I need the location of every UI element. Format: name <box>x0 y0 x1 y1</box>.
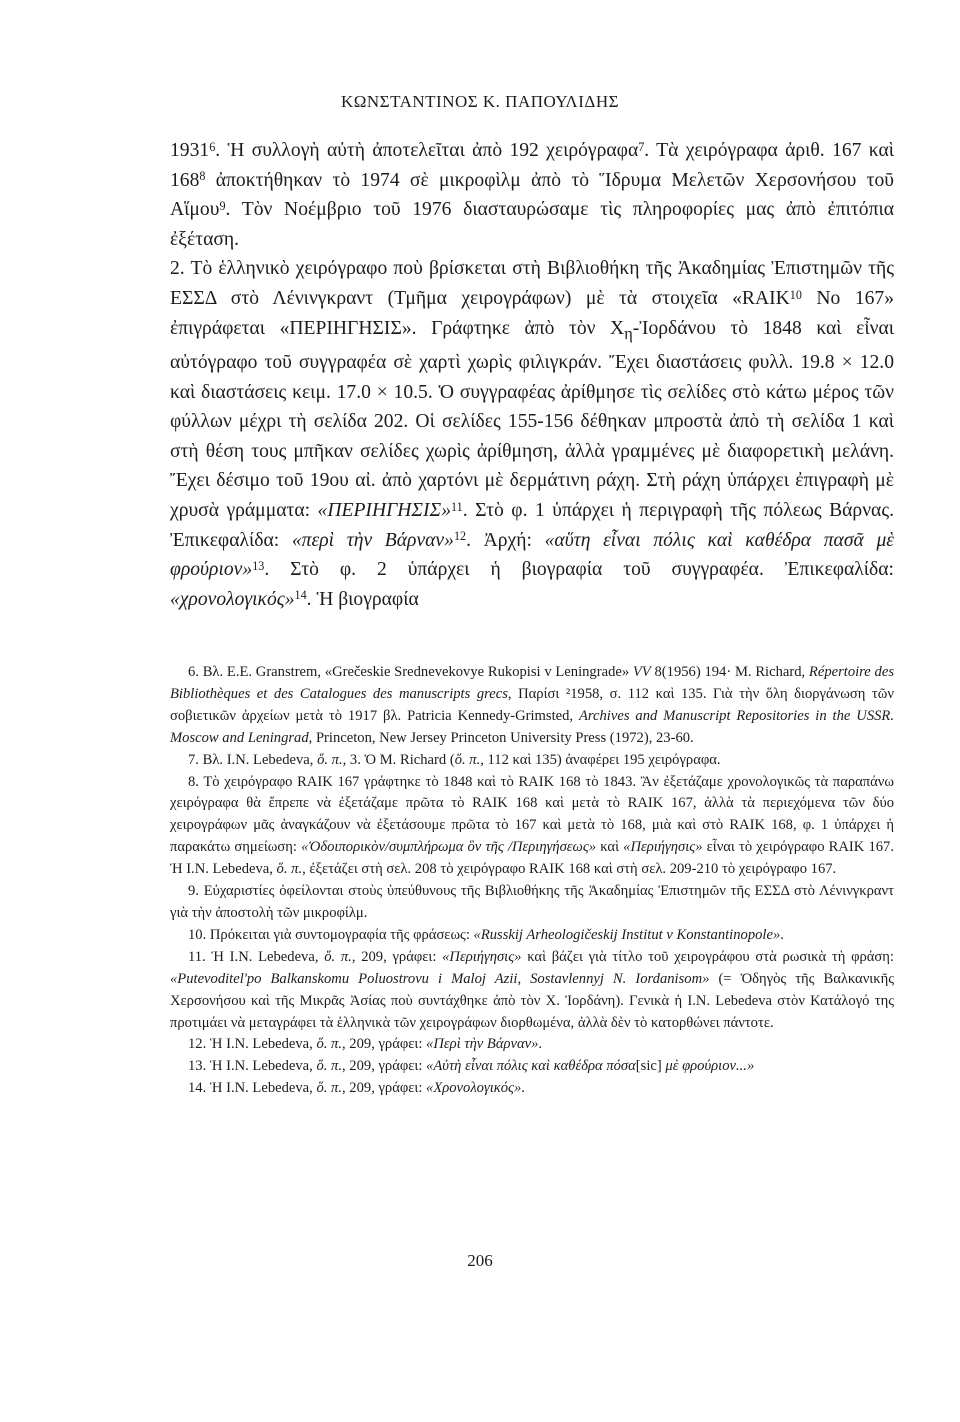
italic-text: «Russkij Arheologičeskij Institut v Konstantinopole» <box>473 926 781 943</box>
text-run: καὶ βάζει γιὰ τίτλο τοῦ χειρογράφου στὰ ρωσικὰ τὴ φράση: <box>521 948 894 965</box>
footnotes <box>170 662 894 1100</box>
footnote-13 <box>170 1056 894 1078</box>
text-run: ἀποκτήθηκαν τὸ 1974 σὲ μικροφὶλμ ἀπὸ τὸ Ἵδρυμα Μελετῶν Χερσονήσου τοῦ Αἵμου <box>170 169 894 221</box>
footnote-11 <box>170 947 894 1035</box>
footnote-ref: 14 <box>294 588 307 603</box>
footnote-ref: 9 <box>219 198 226 213</box>
footnote-10 <box>170 925 894 947</box>
footnote-ref: 8 <box>199 169 206 184</box>
text-run: . <box>521 1080 525 1097</box>
text-run: 10. Πρόκειται γιὰ συντομογραφία τῆς φράσεως: <box>188 926 474 943</box>
italic-text: ὅ. π. <box>454 751 481 768</box>
italic-text: μὲ φρούριον...» <box>661 1058 755 1075</box>
text-run: 9. Εὐχαριστίες ὀφείλονται στοὺς ὑπεύθυνους τῆς Βιβλιοθήκης τῆς Ἀκαδημίας Ἐπιστημῶν τῆς ΕΣΣΔ στὸ Λένινγκραντ γιὰ τὴν ἀποστολὴ τῶν μικροφίλμ. <box>170 883 894 921</box>
text-run: 12. Ἡ I.N. Lebedeva, <box>188 1036 317 1053</box>
text-run: 6. Βλ. E.E. Granstrem, «Grečeskie Srednevekovye Rukopisi v Leningrade» <box>188 664 633 680</box>
text-run: No 167» ἐπιγράφεται «ΠΕΡΙΗΓΗΣΙΣ». Γράφτηκε ἀπὸ τὸν Χ <box>170 287 895 339</box>
italic-text: «Putevoditel'po Balkanskomu Poluostrovu i Maloj Azii, Sostavlennyj N. Iordanisom» <box>170 970 710 987</box>
text-run: 8. Τὸ χειρόγραφο RAIK 167 γράφτηκε τὸ 1848 καὶ τὸ RAIK 168 τὸ 1843. Ἂν ἐξετάζαμε χρονολογικῶς τὰ παραπάνω χειρόγραφα θὰ ἔπρεπε νὰ ἐξετάζαμε πρῶτα τὸ RAIK 168 καὶ μετὰ τὸ RAIK 167, ἀλλὰ τὰ περιεχόμενα τῶν δύο χειρογράφων μᾶς ἀναγκάζουν νὰ ἐξετάσουμε πρῶτα τὸ 167 καὶ μετὰ τὸ 168, μιὰ καὶ στὸ RAIK 168, φ. 1 ὑπάρχει ἡ παρακάτω σημείωση: <box>170 773 894 856</box>
text-run: 11. Ἡ I.N. Lebedeva, <box>188 948 325 965</box>
text-run: . Τὰ χειρόγραφα ἀριθ. 167 καὶ 168 <box>170 140 894 191</box>
text-run: , 209, γράφει: <box>342 1058 427 1075</box>
text-run: , ἐξετάζει στὴ σελ. 208 τὸ χειρόγραφο RAIK 168 καὶ στὴ σελ. 209-210 τὸ χειρόγραφο 167. <box>302 861 837 878</box>
footnote-7 <box>170 750 894 772</box>
italic-text: «Περιήγησις» <box>442 948 522 965</box>
italic-text: «αὕτη εἶναι πόλις καὶ καθέδρα πασᾶ μὲ φρούριον» <box>170 529 895 581</box>
text-run: [sic] <box>635 1058 662 1075</box>
footnote-ref: 10 <box>789 287 802 302</box>
italic-text: ὅ. π. <box>316 1036 342 1053</box>
italic-text: ὅ. π. <box>317 751 343 768</box>
italic-text: Répertoire des Bibliothèques et des Catalogues des manuscripts grecs <box>170 664 894 702</box>
paragraph-1 <box>170 136 894 254</box>
italic-text: «περὶ τὴν Βάρναν» <box>291 529 454 551</box>
text-run: 2. Τὸ ἑλληνικὸ χειρόγραφο ποὺ βρίσκεται στὴ Βιβλιοθήκη τῆς Ἀκαδημίας Ἐπιστημῶν τῆς ΕΣΣΔ στὸ Λένινγκραντ (Τμῆμα χειρογράφων) μὲ τὰ στοιχεῖα «RAIK <box>170 258 894 309</box>
running-header: ΚΩΝΣΤΑΝΤΙΝΟΣ Κ. ΠΑΠΟΥΛΙΔΗΣ <box>340 92 620 111</box>
text-run: . Ἡ βιογραφία <box>306 588 419 610</box>
text-run: 7. Βλ. I.N. Lebedeva, <box>188 751 318 768</box>
text-run: , 209, γράφει: <box>351 948 443 965</box>
italic-text: ὅ. π. <box>324 948 352 965</box>
main-text <box>170 136 894 614</box>
text-run: . <box>780 926 784 943</box>
footnote-ref: 13 <box>252 558 265 573</box>
italic-text: «Χρονολογικός» <box>426 1080 522 1097</box>
italic-text: ὅ. π. <box>316 1058 342 1075</box>
text-run: , 3. Ὁ M. Richard ( <box>342 751 455 768</box>
italic-text: «Αὐτὴ εἶναι πόλις καὶ καθέδρα πόσα <box>426 1058 636 1075</box>
italic-text: «Ὁδοιπορικὸν/συμπλήρωμα ὃν τῆς /Περιηγήσεως» <box>301 839 597 856</box>
footnote-9 <box>170 881 894 925</box>
text-run: 14. Ἡ I.N. Lebedeva, <box>188 1080 317 1097</box>
text-run: 1931 <box>170 140 210 161</box>
text-run: καὶ <box>596 839 624 856</box>
footnote-8 <box>170 772 894 882</box>
text-run: 8(1956) 194· M. Richard, <box>650 664 809 680</box>
text-run: , 209, γράφει: <box>342 1036 427 1053</box>
footnote-6 <box>170 662 894 750</box>
italic-text: ὅ. π. <box>276 861 303 878</box>
text-run: , Παρίσι ²1958, σ. 112 καὶ 135. Γιὰ τὴν ὅλη διοργάνωση τῶν σοβιετικῶν ἀρχείων μετὰ τὸ 1917 βλ. Patricia Kennedy-Grimsted, <box>170 685 894 724</box>
italic-text: «ΠΕΡΙΗΓΗΣΙΣ» <box>317 500 451 522</box>
text-run: . Στὸ φ. 2 ὑπάρχει ἡ βιογραφία τοῦ συγγραφέα. Ἐπικεφαλίδα: <box>264 559 894 581</box>
text-run: . <box>538 1036 543 1053</box>
italic-text: «Περιήγησις» <box>623 839 703 856</box>
text-run: εἶναι τὸ χειρόγραφο RAIK 167. Ἡ I.N. Lebedeva, <box>170 839 894 878</box>
footnote-ref: 11 <box>451 499 463 514</box>
paragraph-2 <box>170 254 894 614</box>
footnote-ref: 7 <box>638 139 645 154</box>
footnote-ref: 12 <box>453 529 467 544</box>
italic-text: Archives and Manuscript Repositories in the USSR. Moscow and Leningrad <box>170 707 894 746</box>
text-run: , 209, γράφει: <box>342 1080 427 1097</box>
text-run: 13. Ἡ I.N. Lebedeva, <box>188 1058 317 1075</box>
italic-text: «χρονολογικός» <box>170 588 295 610</box>
text-run: . Τὸν Νοέμβριο τοῦ 1976 διασταυρώσαμε τὶς πληροφορίες μας ἀπὸ ἐπιτόπια ἐξέταση. <box>170 199 894 250</box>
footnote-12 <box>170 1034 894 1056</box>
text-run: . Ἡ συλλογὴ αὐτὴ ἀποτελεῖται ἀπὸ 192 χειρόγραφα <box>215 140 639 161</box>
text-run: . Στὸ φ. 1 ὑπάρχει ἡ περιγραφὴ τῆς πόλεως Βάρνας. Ἐπικεφαλίδα: <box>170 500 894 551</box>
italic-text: ὅ. π. <box>316 1080 342 1097</box>
italic-text: «Περὶ τὴν Βάρναν» <box>426 1036 539 1053</box>
page-number: 206 <box>467 1251 493 1270</box>
text-run: (= Ὁδηγὸς τῆς Βαλκανικῆς Χερσονήσου καὶ τῆς Μικρᾶς Ἀσίας ποὺ συντάχθηκε ἀπὸ τὸν Χ. Ἰορδάνη). Γενικὰ ἡ I.N. Lebedeva στὸν Κατάλογό της προτιμάει νὰ μεταγράφει τὰ ἑλληνικὰ τῶν χειρογράφων διορθωμένα, ἀλλὰ δὲν τὸ κατορθώνει πάντοτε. <box>170 970 894 1031</box>
text-run: , 112 καὶ 135) ἀναφέρει 195 χειρόγραφα. <box>480 751 721 768</box>
subscript-text: η <box>624 323 633 343</box>
footnote-ref: 6 <box>209 139 216 154</box>
text-run: -Ἰορδάνου τὸ 1848 καὶ εἶναι αὐτόγραφο τοῦ συγγραφέα σὲ χαρτὶ χωρὶς φιλιγκράν. Ἔχει διαστάσεις φυλλ. 19.8 × 12.0 καὶ διαστάσεις κειμ. 17.0 × 10.5. Ὁ συγγραφέας ἀρίθμησε τὶς σελίδες στὸ κάτω μέρος τῶν φύλλων μέχρι τὴ σελίδα 202. Οἱ σελίδες 155-156 δέθηκαν μπροστὰ ἀπὸ τὴ σελίδα 1 καὶ στὴ θέση τους μπῆκαν σελίδες χωρὶς ἀρίθμηση, ἀλλὰ γραμμένες μὲ διαφορετικὴ μελάνη. Ἔχει δέσιμο τοῦ 19ου αἰ. ἀπὸ χαρτόνι μὲ δερμάτινη ράχη. Στὴ ράχη ὑπάρχει ἐπιγραφὴ μὲ χρυσὰ γράμματα: <box>170 317 894 522</box>
text-run: . Ἀρχή: <box>466 529 545 551</box>
text-run: , Princeton, New Jersey Princeton University Press (1972), 23-60. <box>308 729 694 746</box>
italic-text: VV <box>632 664 651 680</box>
footnote-14 <box>170 1078 894 1100</box>
